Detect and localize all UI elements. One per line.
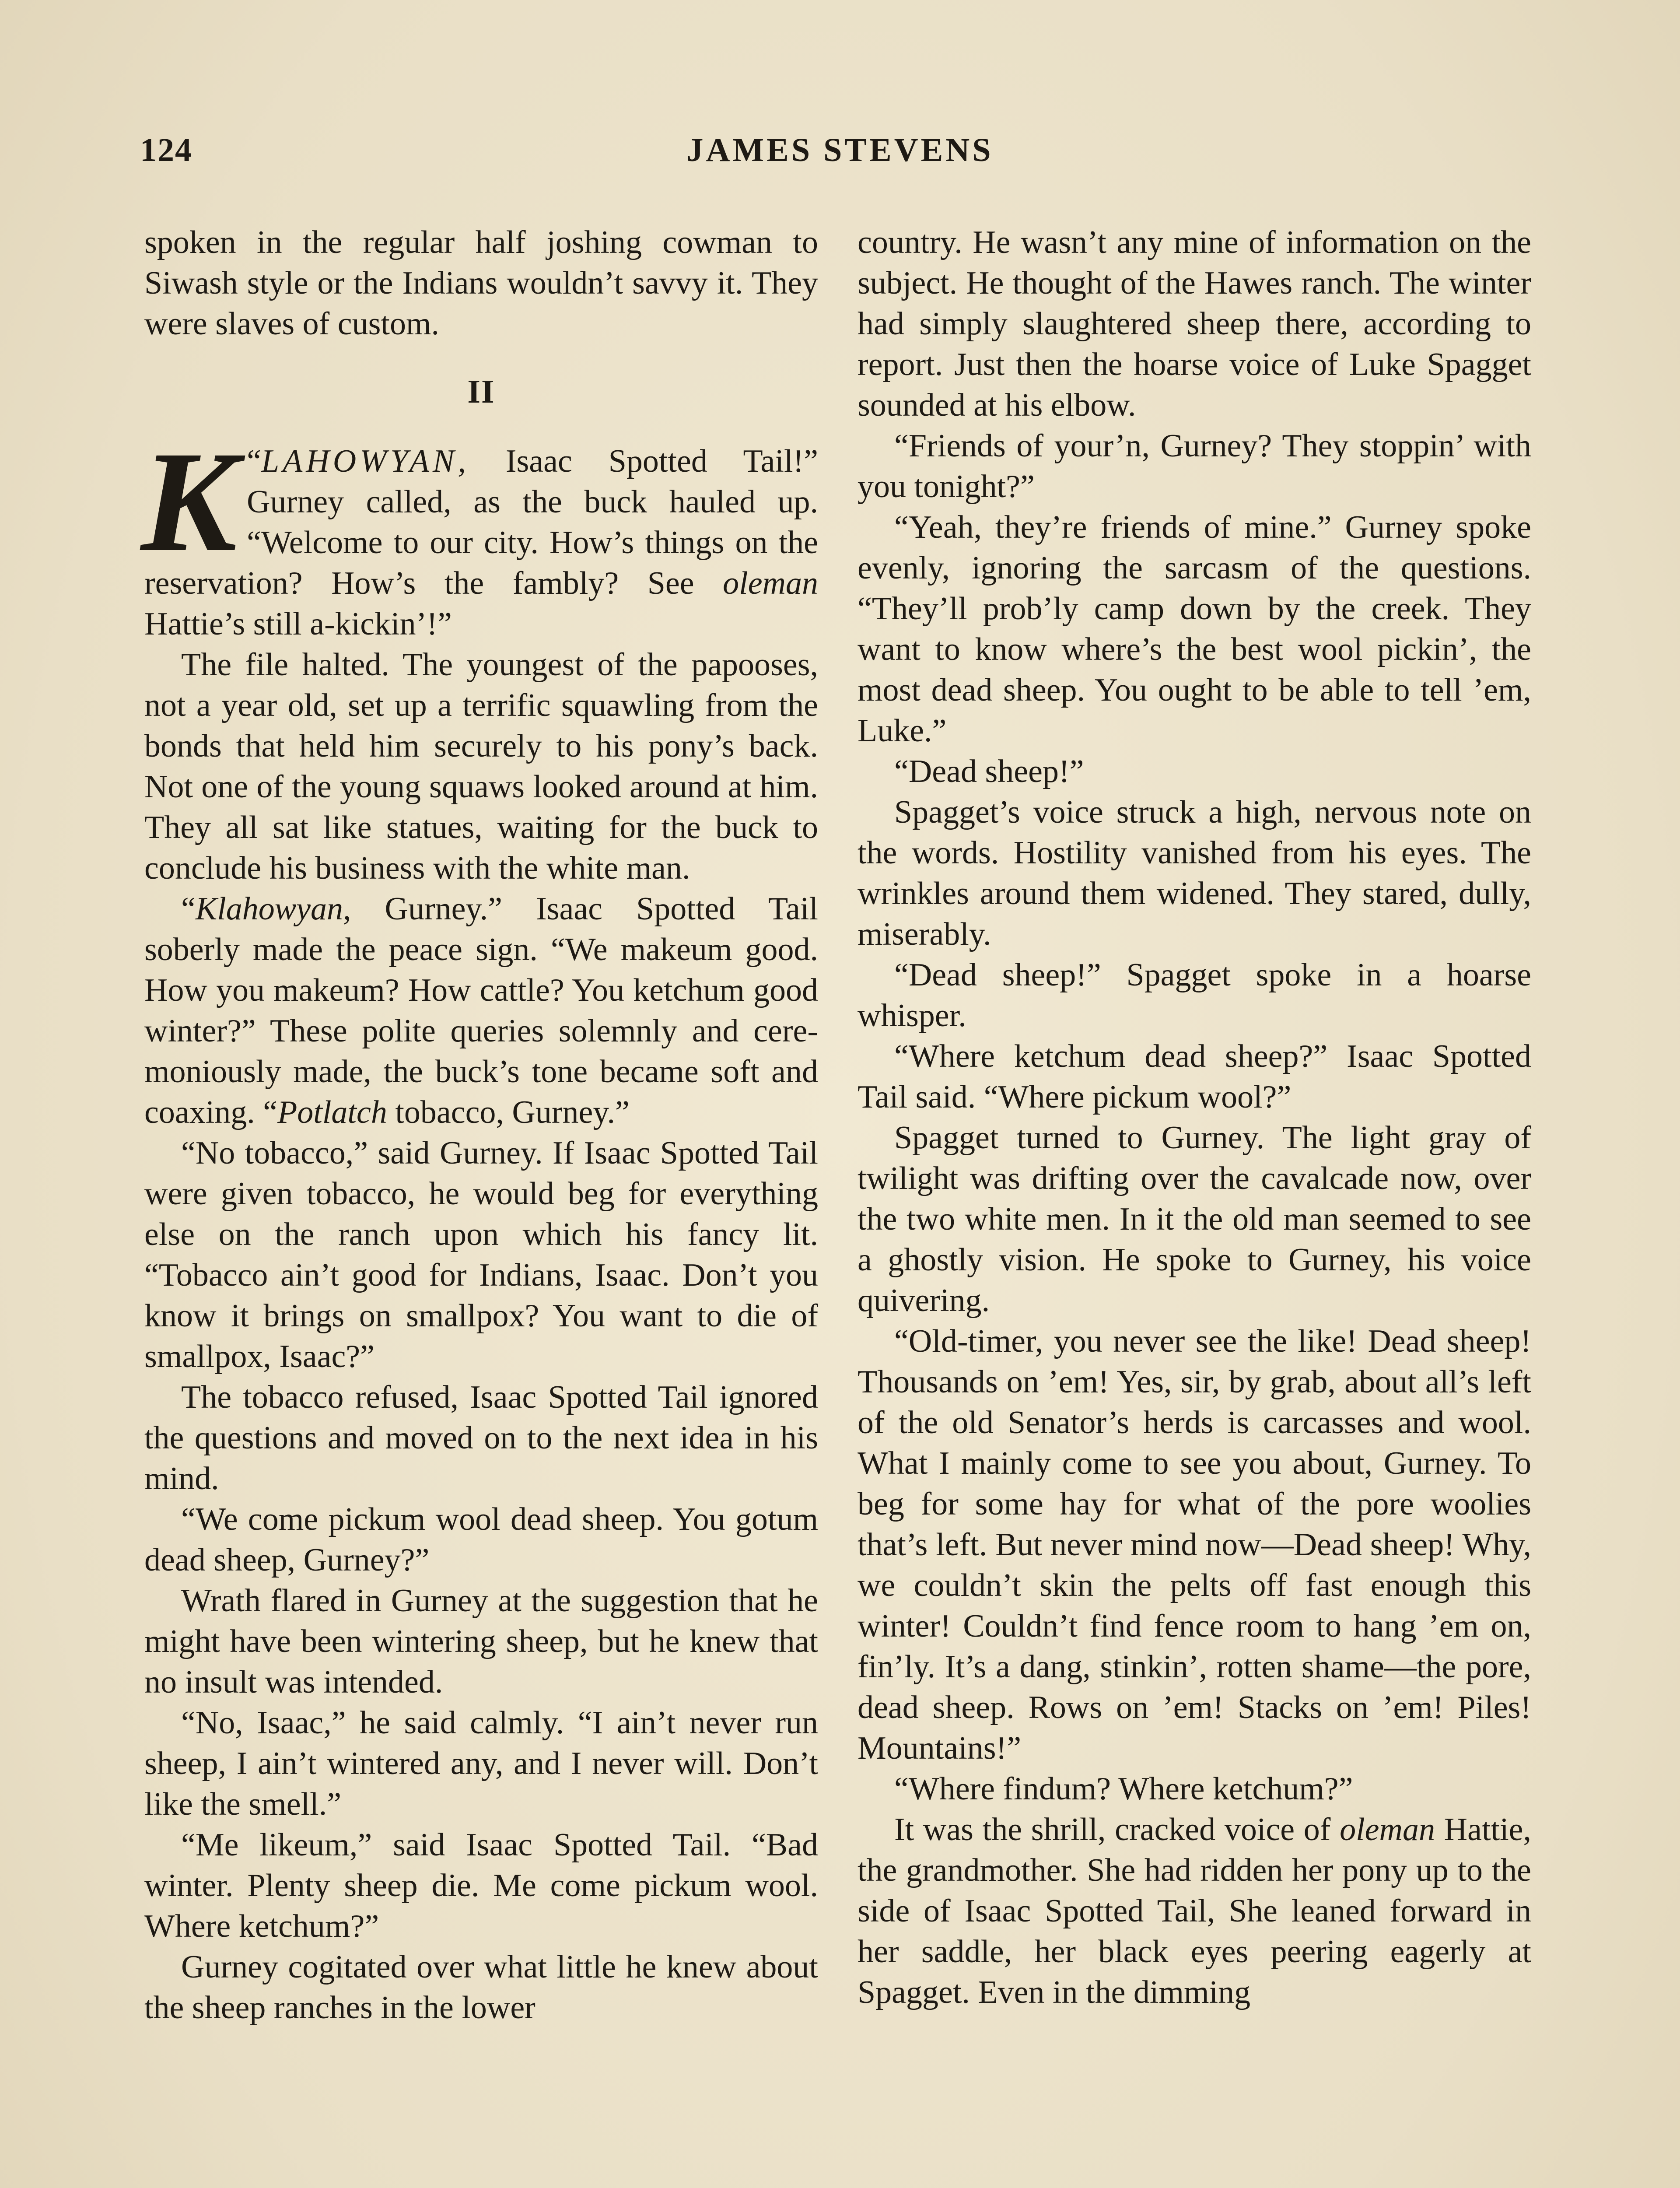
paragraph: The tobacco refused, Isaac Spotted Tail ignored the questions and moved on to the next idea in his mind. [144, 1379, 818, 1497]
paragraph: “Where findum? Where ketchum?” [894, 1771, 1353, 1807]
paragraph: “Dead sheep!” [894, 754, 1084, 789]
text-run: It was the shrill, cracked voice of [894, 1812, 1340, 1848]
paragraph: Gurney cogitated over what little he knew about the sheep ranches in the lower [144, 1949, 818, 2026]
paragraph: “Where ketchum dead sheep?” Isaac Spotted Tail said. “Where pickum wool?” [858, 1038, 1531, 1115]
paragraph: spoken in the regular half joshing cowman to Siwash style or the Indians wouldn’t savvy it. They were slaves of custom. [144, 224, 818, 342]
section-heading: II [467, 373, 495, 410]
left-column [141, 222, 818, 2028]
paragraph: “We come pickum wool dead sheep. You gotum dead sheep, Gurney?” [144, 1501, 818, 1578]
opening-quote: “ [247, 443, 261, 479]
page-number: 124 [140, 132, 192, 168]
paragraph: “No tobacco,” said Gurney. If Isaac Spotted Tail were given tobacco, he would beg for everything else on the ranch upon which his fancy lit. “Tobacco ain’t good for Indians, Isaac. Don’t you know it brings on smallpox? You want to die of smallpox, Isaac?” [144, 1135, 818, 1375]
page-header [140, 131, 1540, 184]
paragraph [858, 1809, 1531, 2013]
text-run: “ [181, 891, 196, 927]
paragraph: country. He wasn’t any mine of information on the subject. He thought of the Hawes ranch. The winter had simply slaughtered sheep there, according to report. Just then the hoarse voice of Luke Spagget sounded at his elbow. [858, 224, 1531, 423]
paragraph: Spagget’s voice struck a high, nervous note on the words. Hostility vanished from his eyes. The wrinkles around them widened. They stared, dully, miserably. [858, 794, 1531, 952]
opening-text-end: Hattie’s still a-kickin’!” [144, 606, 452, 642]
paragraph: “Yeah, they’re friends of mine.” Gurney spoke evenly, ignoring the sarcasm of the questions. “They’ll prob’ly camp down by the creek. They want to know where’s the best wool pickin’, the most dead sheep. You ought to be able to tell ’em, Luke.” [858, 509, 1531, 749]
paragraph: “Me likeum,” said Isaac Spotted Tail. “Bad winter. Plenty sheep die. Me come pickum wool. Where ketchum?” [144, 1827, 818, 1944]
running-head: JAMES STEVENS [686, 132, 994, 168]
italic-word: Klahowyan [195, 891, 343, 927]
opening-paragraph [141, 422, 818, 645]
opening-word: LAHOWYAN, [261, 443, 469, 479]
text-run: , Gurney.” Isaac Spotted Tail soberly made the peace sign. “We makeum good. How you makeum? How cattle? You ketchum good winter?” These polite queries solemnly and ceremoniously made, the buck’s tone became soft and coaxing. “ [144, 891, 818, 1130]
paragraph: Wrath flared in Gurney at the suggestion that he might have been wintering sheep, but he knew that no insult was intended. [144, 1583, 818, 1700]
text-run: Hattie, the grandmother. She had ridden her pony up to the side of Isaac Spotted Tail, She leaned forward in her saddle, her black eyes peering eagerly at Spagget. Even in the dimming [858, 1812, 1531, 2010]
italic-word: oleman [723, 565, 818, 601]
paragraph: “Dead sheep!” Spagget spoke in a hoarse whisper. [858, 957, 1531, 1034]
paragraph: “No, Isaac,” he said calmly. “I ain’t never run sheep, I ain’t wintered any, and I never will. Don’t like the smell.” [144, 1705, 818, 1822]
opening-text: Isaac Spotted Tail!” Gurney called, as the buck hauled up. “Welcome to our city. How’s things on the reservation? How’s the fambly? See [144, 443, 818, 601]
paragraph: “Old-timer, you never see the like! Dead sheep! Thousands on ’em! Yes, sir, by grab, about all’s left of the old Senator’s herds is carcasses and wool. What I mainly come to see you about, Gurney. To beg for some hay for what of the pore woolies that’s left. But never mind now—Dead sheep! Why, we couldn’t skin the pelts off fast enough this winter! Couldn’t find fence room to hang ’em on, fin’ly. It’s a dang, stinkin’, rotten shame—the pore, dead sheep. Rows on ’em! Stacks on ’em! Piles! Mountains!” [858, 1323, 1531, 1766]
paragraph: Spagget turned to Gurney. The light gray of twilight was drifting over the cavalcade now, over the two white men. In it the old man seemed to see a ghostly vision. He spoke to Gurney, his voice quivering. [858, 1120, 1531, 1318]
drop-cap: K [141, 422, 238, 582]
paragraph [144, 889, 818, 1133]
text-run: tobacco, Gurney.” [387, 1094, 630, 1130]
right-column [858, 222, 1531, 2013]
italic-word: Potlatch [277, 1094, 387, 1130]
paragraph: The file halted. The youngest of the papooses, not a year old, set up a terrific squawling from the bonds that held him securely to his pony’s back. Not one of the young squaws looked around at him. They all sat like statues, waiting for the buck to conclude his business with the white man. [144, 647, 818, 886]
italic-word: oleman [1340, 1812, 1435, 1848]
paragraph: “Friends of your’n, Gurney? They stoppin’ with you tonight?” [858, 428, 1531, 505]
